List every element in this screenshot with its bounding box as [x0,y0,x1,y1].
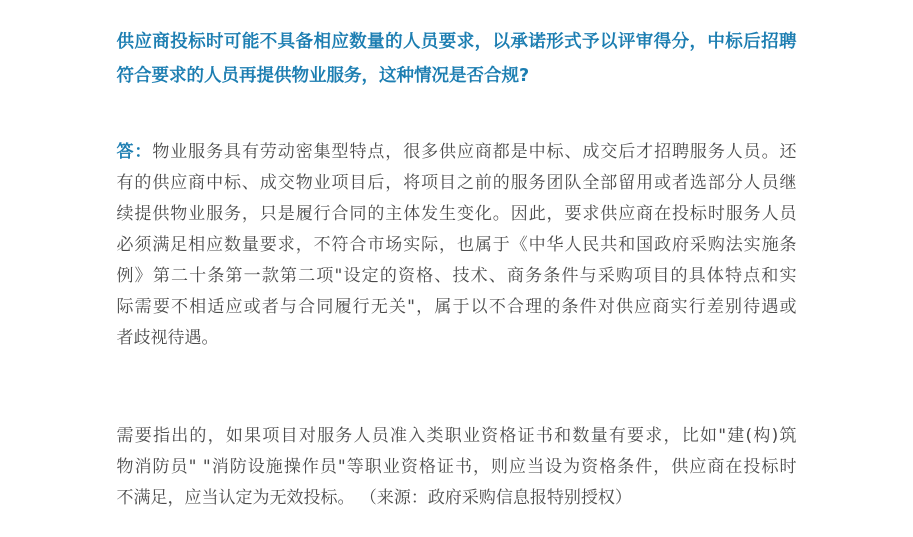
answer-label: 答： [116,142,153,162]
answer-line-3: 续提供物业服务，只是履行合同的主体发生变化。因此，要求供应商在投标时服务人员 [116,204,797,224]
article [117,0,797,514]
question-line-1: 供应商投标时可能不具备相应数量的人员要求，以承诺形式予以评审得分，中标后招聘 [116,32,797,52]
note-line-3: 不满足，应当认定为无效投标。 （来源：政府采购信息报特别授权） [116,488,632,508]
question-line-2: 符合要求的人员再提供物业服务，这种情况是否合规? [116,66,530,86]
answer-line-6: 际需要不相适应或者与合同履行无关"，属于以不合理的条件对供应商实行差别待遇或 [116,297,797,317]
note-line-2: 物消防员" "消防设施操作员"等职业资格证书，则应当设为资格条件，供应商在投标时 [116,457,797,477]
note-line-1: 需要指出的，如果项目对服务人员准入类职业资格证书和数量有要求，比如"建(构)筑 [116,426,797,446]
answer-line-1-text: 物业服务具有劳动密集型特点，很多供应商都是中标、成交后才招聘服务人员。还 [152,142,797,162]
answer-line-4: 必须满足相应数量要求，不符合市场实际，也属于《中华人民共和国政府采购法实施条 [116,235,797,255]
question-title [117,25,797,93]
answer-line-5: 例》第二十条第一款第二项"设定的资格、技术、商务条件与采购项目的具体特点和实 [116,266,797,286]
answer-line-1 [117,137,797,168]
note-paragraph [117,421,797,514]
answer-line-7: 者歧视待遇。 [116,328,219,348]
answer-line-2: 有的供应商中标、成交物业项目后，将项目之前的服务团队全部留用或者选部分人员继 [116,173,797,193]
answer-paragraph [117,137,797,354]
